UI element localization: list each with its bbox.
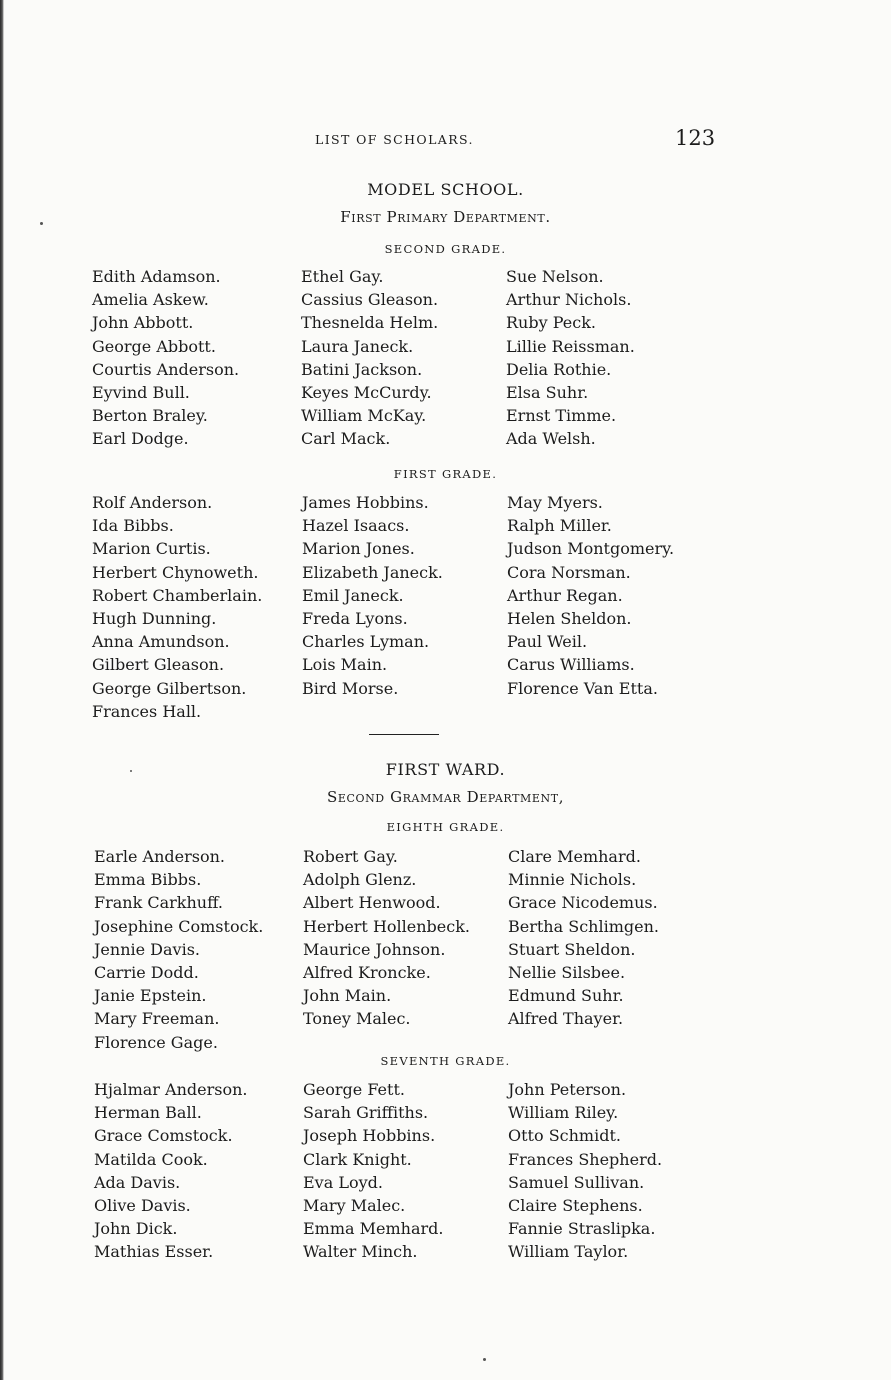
scholar-name: Frances Shepherd. — [508, 1149, 663, 1169]
scholar-name: Emil Janeck. — [302, 585, 404, 605]
scholar-name: Elsa Suhr. — [506, 383, 589, 403]
scholar-name: Rolf Anderson. — [92, 493, 213, 512]
scholar-name: Carus Williams. — [507, 655, 635, 675]
grade-heading-seventh-grade: SEVENTH GRADE. — [380, 1054, 511, 1068]
scholar-name: Walter Minch. — [303, 1242, 418, 1262]
section-divider-rule — [369, 734, 439, 735]
scan-speck — [40, 222, 43, 225]
scholar-name: Mary Malec. — [303, 1196, 406, 1216]
grade-heading-second-grade: SECOND GRADE. — [384, 242, 507, 256]
scholar-name: Alfred Thayer. — [508, 1009, 624, 1029]
scholar-name: William Riley. — [508, 1103, 619, 1123]
scholar-name: Jennie Davis. — [94, 939, 200, 959]
name-column — [508, 845, 659, 1031]
running-head: LIST OF SCHOLARS. — [315, 132, 474, 147]
scholar-name: Frances Hall. — [92, 701, 202, 721]
scholar-name: Earl Dodge. — [92, 429, 189, 449]
scholar-name: Minnie Nichols. — [508, 870, 637, 890]
scholar-name: Ada Welsh. — [506, 429, 596, 449]
scholar-name: Ruby Peck. — [506, 313, 596, 333]
name-column — [94, 845, 263, 1054]
scholar-name: Clare Memhard. — [508, 847, 641, 866]
scholar-name: Earle Anderson. — [94, 847, 225, 866]
scholar-name: Mathias Esser. — [94, 1242, 214, 1262]
scholar-name: Maurice Johnson. — [303, 939, 446, 959]
scholar-name: Emma Memhard. — [303, 1219, 444, 1239]
name-column — [92, 491, 262, 723]
scholar-name: Stuart Sheldon. — [508, 939, 636, 959]
scholar-name: Ida Bibbs. — [92, 516, 174, 536]
scholar-name: Keyes McCurdy. — [301, 383, 432, 403]
name-column — [301, 265, 438, 451]
scholar-name: Bird Morse. — [302, 678, 399, 698]
scholar-name: George Gilbertson. — [92, 678, 247, 698]
scholar-name: Hjalmar Anderson. — [94, 1080, 248, 1099]
scholar-name: Carrie Dodd. — [94, 963, 199, 983]
grade-heading-eighth-grade: EIGHTH GRADE. — [386, 820, 505, 834]
scholar-name: Carl Mack. — [301, 429, 391, 449]
scholar-name: Eva Loyd. — [303, 1172, 383, 1192]
scholar-name: Eyvind Bull. — [92, 383, 190, 403]
scholar-name: Herbert Chynoweth. — [92, 562, 259, 582]
scholar-name: Ernst Timme. — [506, 406, 617, 426]
scholar-name: Edmund Suhr. — [508, 986, 624, 1006]
scholar-name: Lois Main. — [302, 655, 388, 675]
scholar-name: John Main. — [303, 986, 392, 1006]
name-column — [302, 491, 443, 700]
scholar-name: William McKay. — [301, 406, 427, 426]
scholar-name: Grace Nicodemus. — [508, 893, 658, 913]
scholar-name: Anna Amundson. — [92, 632, 230, 652]
name-column — [506, 265, 635, 451]
scholar-name: Joseph Hobbins. — [303, 1126, 436, 1146]
scholar-name: Claire Stephens. — [508, 1196, 643, 1216]
scholar-name: Bertha Schlimgen. — [508, 916, 659, 936]
scholar-name: Thesnelda Helm. — [301, 313, 439, 333]
scholar-name: Florence Van Etta. — [507, 678, 658, 698]
scholar-name: Samuel Sullivan. — [508, 1172, 645, 1192]
scholar-name: Arthur Regan. — [507, 585, 623, 605]
scholar-name: Courtis Anderson. — [92, 359, 240, 379]
scholar-name: Toney Malec. — [303, 1009, 411, 1029]
scholar-name: Elizabeth Janeck. — [302, 562, 443, 582]
scholar-name: Hazel Isaacs. — [302, 516, 410, 536]
scholar-name: Gilbert Gleason. — [92, 655, 225, 675]
scholar-name: May Myers. — [507, 493, 603, 512]
scholar-name: John Abbott. — [92, 313, 194, 333]
scholar-name: Janie Epstein. — [94, 986, 207, 1006]
scholar-name: Arthur Nichols. — [506, 290, 632, 310]
scholar-name: Ralph Miller. — [507, 516, 612, 536]
department-heading-first-primary: First Primary Department. — [340, 208, 551, 226]
scholar-name: Paul Weil. — [507, 632, 588, 652]
scholar-name: Clark Knight. — [303, 1149, 412, 1169]
scholar-name: Freda Lyons. — [302, 609, 408, 629]
scholar-name: Judson Montgomery. — [507, 539, 675, 559]
scholar-name: Marion Jones. — [302, 539, 415, 559]
scholar-name: John Peterson. — [508, 1080, 627, 1099]
scholar-name: Marion Curtis. — [92, 539, 211, 559]
scholar-name: Albert Henwood. — [303, 893, 441, 913]
scholar-name: Frank Carkhuff. — [94, 893, 223, 913]
scholar-name: Charles Lyman. — [302, 632, 430, 652]
scholar-name: Sarah Griffiths. — [303, 1103, 429, 1123]
scholar-name: Emma Bibbs. — [94, 870, 202, 890]
scan-speck — [130, 770, 132, 772]
scholar-name: Matilda Cook. — [94, 1149, 208, 1169]
scholar-name: Josephine Comstock. — [94, 916, 264, 936]
scholar-name: Laura Janeck. — [301, 336, 414, 356]
scan-speck — [483, 1358, 486, 1361]
scholar-name: Herbert Hollenbeck. — [303, 916, 470, 936]
scholar-name: Robert Gay. — [303, 847, 398, 866]
scholar-name: Olive Davis. — [94, 1196, 191, 1216]
scholar-name: Florence Gage. — [94, 1032, 218, 1052]
name-column — [507, 491, 674, 700]
school-heading-model-school: MODEL SCHOOL. — [367, 180, 524, 199]
page-binding-edge — [0, 0, 4, 1380]
scholar-name: Alfred Kroncke. — [303, 963, 431, 983]
name-column — [92, 265, 239, 451]
scholar-name: William Taylor. — [508, 1242, 629, 1262]
scholar-name: Ada Davis. — [94, 1172, 181, 1192]
scholar-name: Herman Ball. — [94, 1103, 202, 1123]
name-column — [508, 1078, 662, 1264]
school-heading-first-ward: FIRST WARD. — [385, 760, 506, 779]
scholar-name: Ethel Gay. — [301, 267, 384, 286]
scholar-name: Cassius Gleason. — [301, 290, 439, 310]
scholar-name: Berton Braley. — [92, 406, 208, 426]
scholar-name: Hugh Dunning. — [92, 609, 217, 629]
scholar-name: Mary Freeman. — [94, 1009, 220, 1029]
scholar-name: Edith Adamson. — [92, 267, 221, 286]
scholar-name: Lillie Reissman. — [506, 336, 635, 356]
scholar-name: Fannie Straslipka. — [508, 1219, 656, 1239]
scholar-name: John Dick. — [94, 1219, 178, 1239]
scholar-name: Delia Rothie. — [506, 359, 612, 379]
scholar-name: James Hobbins. — [302, 493, 429, 512]
department-heading-second-grammar: Second Grammar Department, — [326, 788, 565, 806]
scholar-name: Otto Schmidt. — [508, 1126, 621, 1146]
scholar-name: Nellie Silsbee. — [508, 963, 626, 983]
page-number: 123 — [675, 126, 716, 150]
scholar-name: George Fett. — [303, 1080, 405, 1099]
scholar-name: Grace Comstock. — [94, 1126, 233, 1146]
scholar-name: George Abbott. — [92, 336, 216, 356]
name-column — [94, 1078, 247, 1264]
name-column — [303, 845, 470, 1031]
scholar-name: Amelia Askew. — [92, 290, 209, 310]
scholar-name: Batini Jackson. — [301, 359, 423, 379]
name-column — [303, 1078, 444, 1264]
scholar-name: Robert Chamberlain. — [92, 585, 263, 605]
scholar-name: Sue Nelson. — [506, 267, 604, 286]
scholar-name: Adolph Glenz. — [303, 870, 417, 890]
scholar-name: Cora Norsman. — [507, 562, 631, 582]
grade-heading-first-grade: FIRST GRADE. — [393, 467, 498, 481]
scholar-name: Helen Sheldon. — [507, 609, 632, 629]
